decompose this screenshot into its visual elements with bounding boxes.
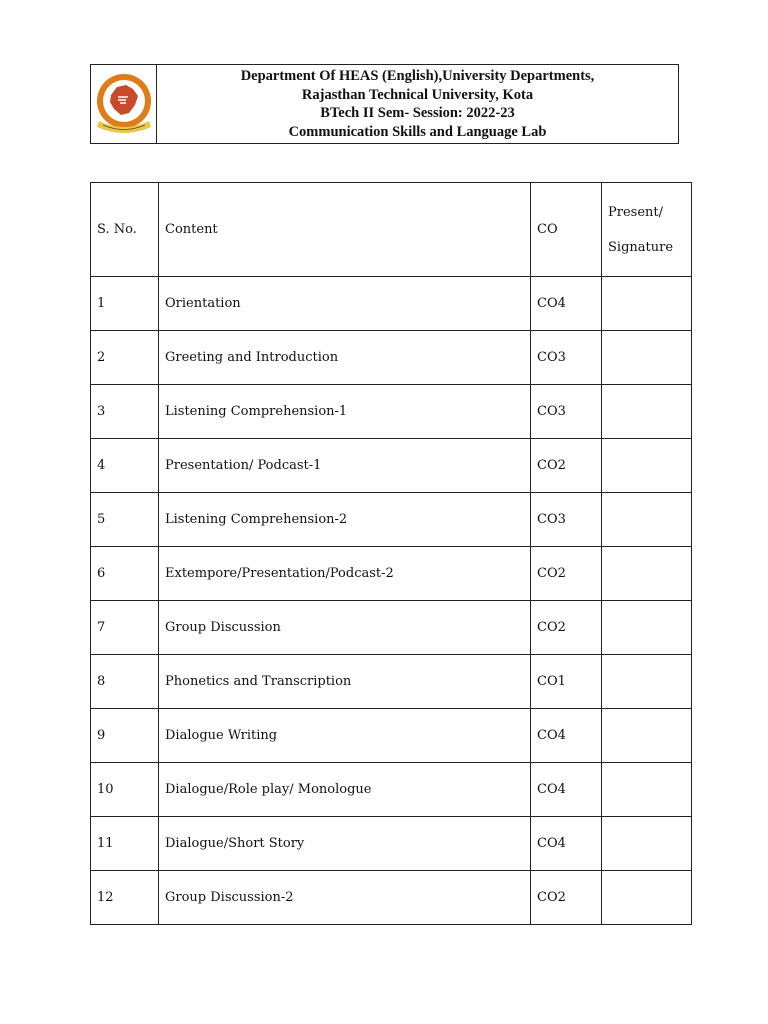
table-row [91, 601, 692, 655]
table-row [91, 331, 692, 385]
cell-present-signature[interactable] [602, 277, 692, 331]
table-row [91, 655, 692, 709]
university-seal-icon [93, 69, 155, 139]
cell-sno: 10 [91, 763, 159, 817]
cell-sno: 5 [91, 493, 159, 547]
cell-present-signature[interactable] [602, 493, 692, 547]
cell-sno: 11 [91, 817, 159, 871]
cell-content: Greeting and Introduction [159, 331, 531, 385]
cell-sno: 6 [91, 547, 159, 601]
cell-content: Listening Comprehension-1 [159, 385, 531, 439]
header-department: Department Of HEAS (English),University Departments, [240, 68, 595, 84]
cell-co: CO2 [531, 871, 602, 925]
header-course: Communication Skills and Language Lab [288, 123, 547, 140]
cell-present-signature[interactable] [602, 331, 692, 385]
cell-co: CO2 [531, 547, 602, 601]
cell-present-signature[interactable] [602, 439, 692, 493]
cell-co: CO3 [531, 331, 602, 385]
cell-sno: 12 [91, 871, 159, 925]
column-header-content: Content [159, 183, 531, 277]
table-row [91, 385, 692, 439]
document-header [90, 64, 679, 144]
header-university: Rajasthan Technical University, Kota [301, 86, 534, 103]
table-header-row [91, 183, 692, 277]
cell-co: CO4 [531, 277, 602, 331]
column-header-present-line1: Present/ [608, 204, 663, 220]
table-row [91, 871, 692, 925]
cell-content: Dialogue Writing [159, 709, 531, 763]
cell-co: CO4 [531, 817, 602, 871]
attendance-table [90, 182, 692, 925]
table-row [91, 439, 692, 493]
cell-content: Group Discussion-2 [159, 871, 531, 925]
cell-co: CO4 [531, 709, 602, 763]
cell-sno: 4 [91, 439, 159, 493]
cell-present-signature[interactable] [602, 547, 692, 601]
cell-content: Dialogue/Short Story [159, 817, 531, 871]
header-title-block [157, 65, 678, 143]
cell-co: CO2 [531, 439, 602, 493]
table-row [91, 817, 692, 871]
cell-sno: 8 [91, 655, 159, 709]
cell-present-signature[interactable] [602, 709, 692, 763]
cell-present-signature[interactable] [602, 763, 692, 817]
logo-cell [91, 65, 157, 143]
table-row [91, 277, 692, 331]
cell-sno: 1 [91, 277, 159, 331]
cell-present-signature[interactable] [602, 601, 692, 655]
column-header-present [602, 183, 692, 277]
cell-co: CO3 [531, 385, 602, 439]
cell-content: Listening Comprehension-2 [159, 493, 531, 547]
column-header-co: CO [531, 183, 602, 277]
header-session: BTech II Sem- Session: 2022-23 [320, 105, 515, 121]
cell-content: Extempore/Presentation/Podcast-2 [159, 547, 531, 601]
cell-present-signature[interactable] [602, 385, 692, 439]
cell-co: CO4 [531, 763, 602, 817]
cell-present-signature[interactable] [602, 871, 692, 925]
cell-co: CO2 [531, 601, 602, 655]
table-row [91, 763, 692, 817]
cell-content: Phonetics and Transcription [159, 655, 531, 709]
cell-sno: 7 [91, 601, 159, 655]
cell-content: Group Discussion [159, 601, 531, 655]
cell-sno: 3 [91, 385, 159, 439]
cell-co: CO3 [531, 493, 602, 547]
cell-content: Presentation/ Podcast-1 [159, 439, 531, 493]
table-row [91, 547, 692, 601]
cell-sno: 2 [91, 331, 159, 385]
cell-present-signature[interactable] [602, 817, 692, 871]
cell-co: CO1 [531, 655, 602, 709]
cell-content: Orientation [159, 277, 531, 331]
column-header-sno: S. No. [91, 183, 159, 277]
table-row [91, 493, 692, 547]
cell-sno: 9 [91, 709, 159, 763]
cell-content: Dialogue/Role play/ Monologue [159, 763, 531, 817]
cell-present-signature[interactable] [602, 655, 692, 709]
table-row [91, 709, 692, 763]
column-header-present-line2: Signature [608, 239, 674, 255]
